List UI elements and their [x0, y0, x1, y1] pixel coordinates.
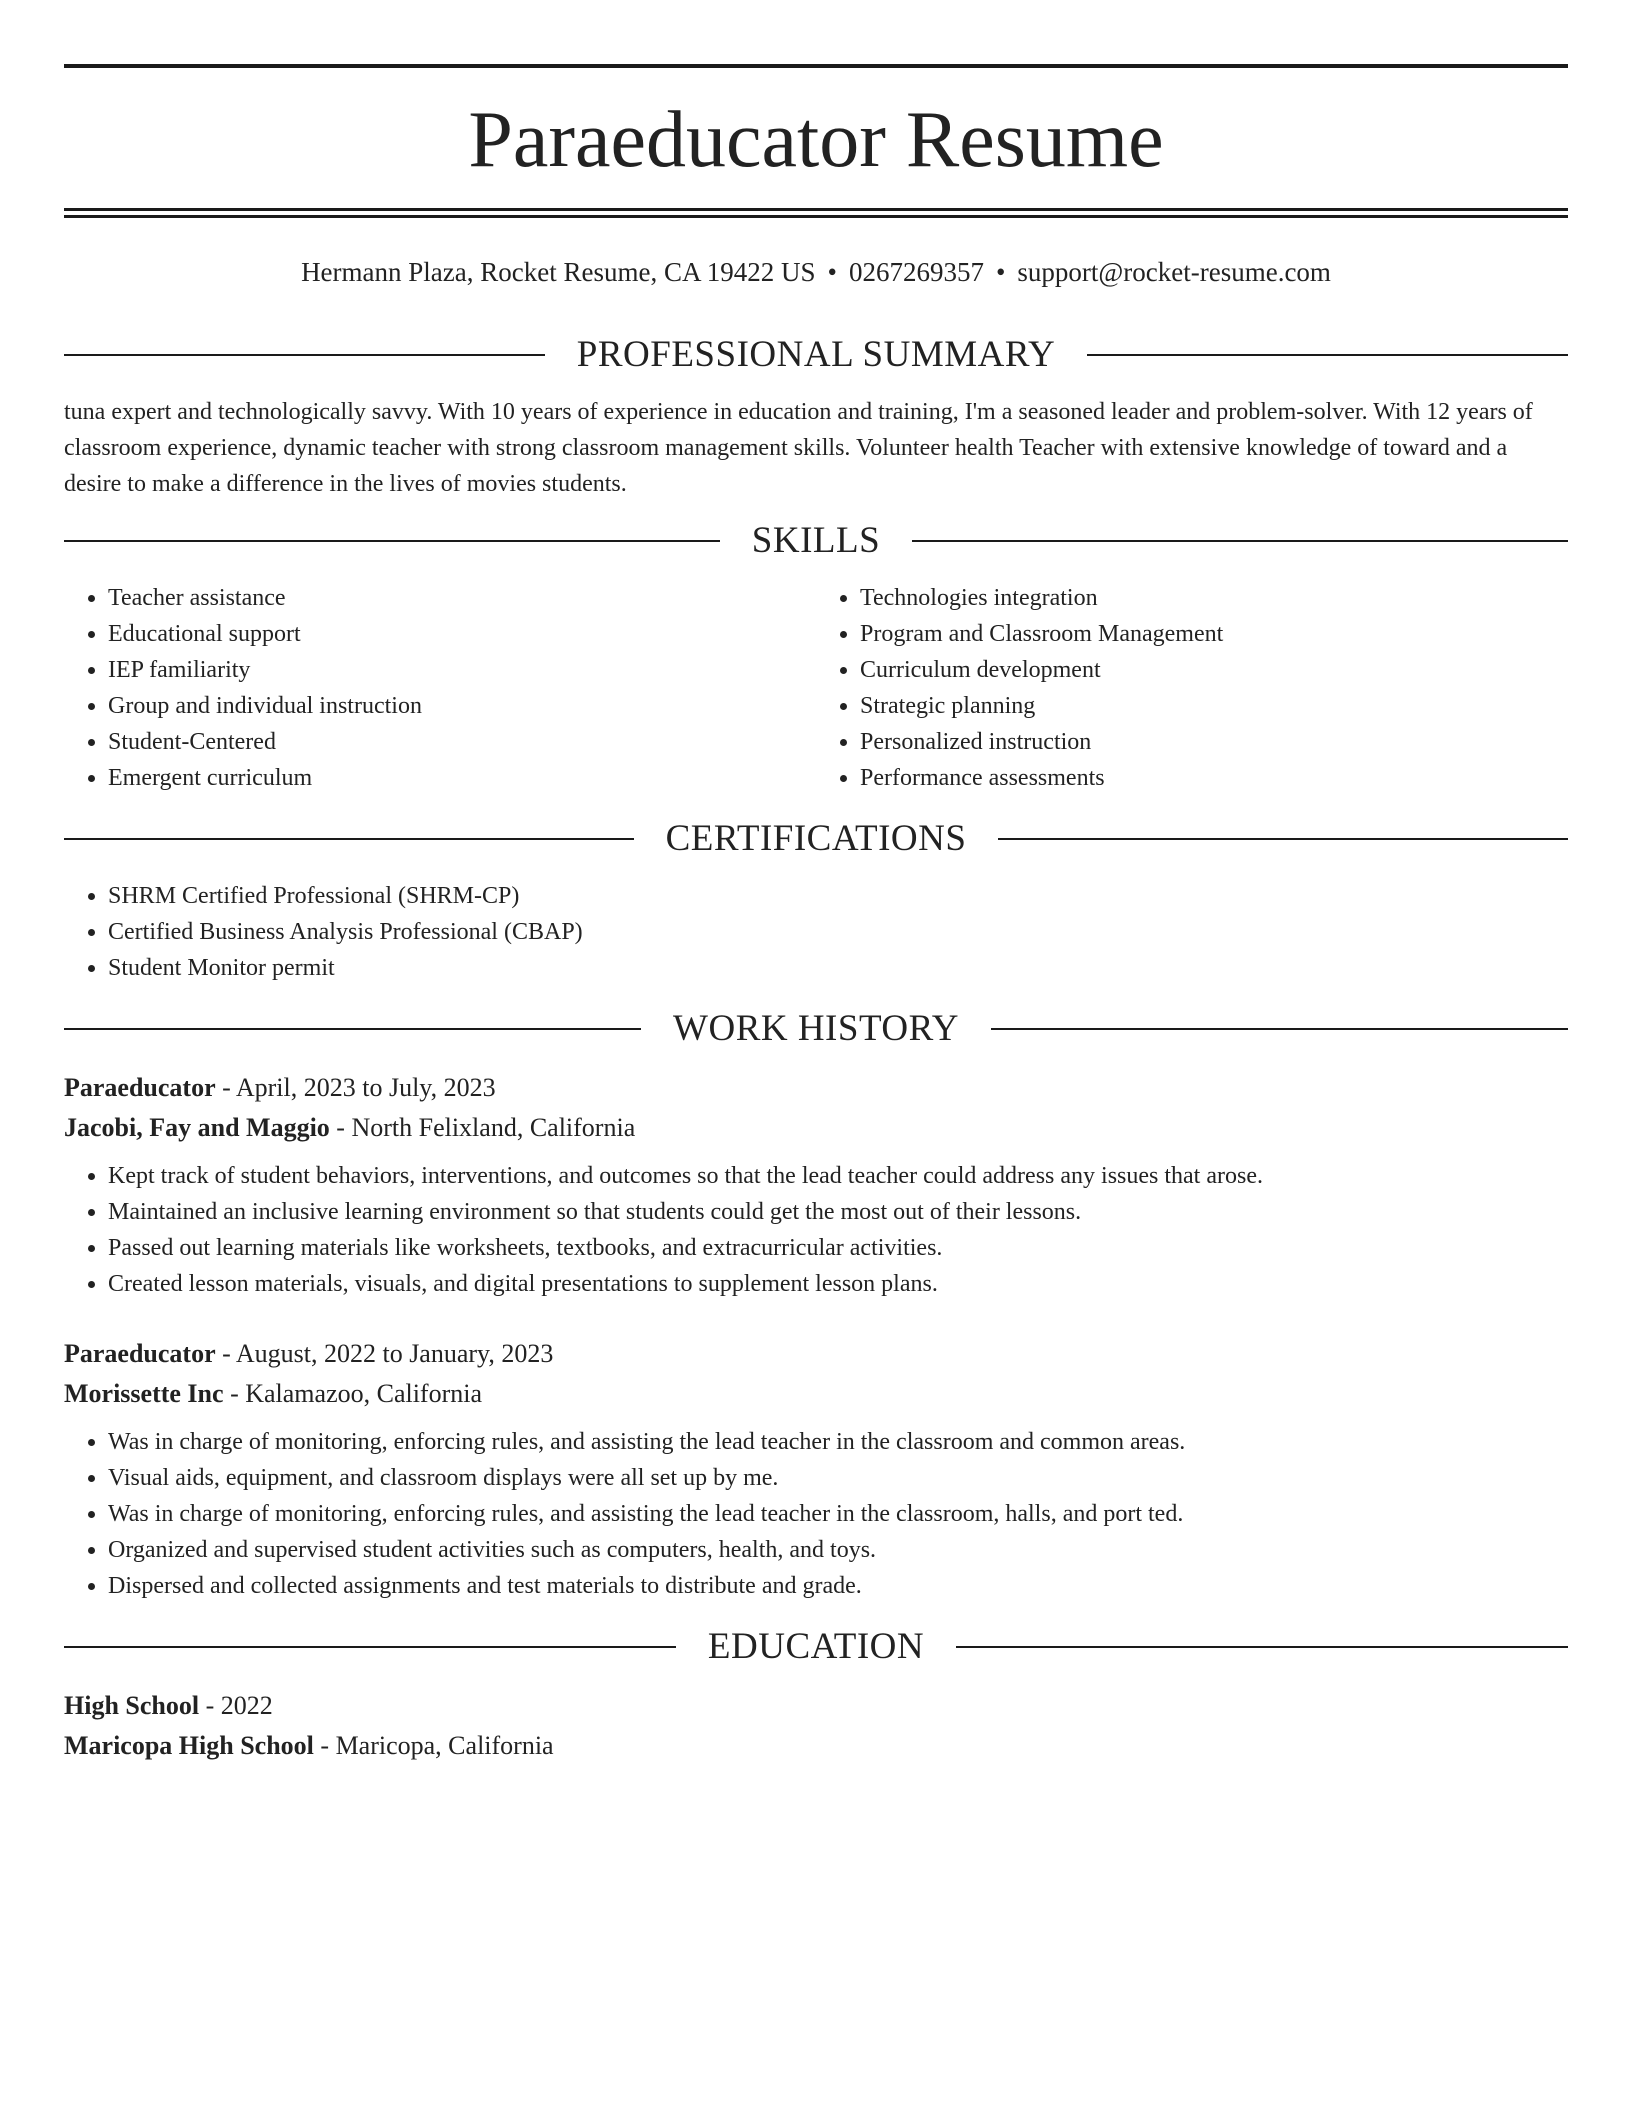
heading-rule: [912, 540, 1568, 542]
certifications-list: [64, 878, 1568, 986]
skill-item: • Curriculum development: [860, 652, 1568, 688]
work-history: [64, 1068, 1568, 1604]
job-company: Jacobi, Fay and Maggio: [64, 1113, 330, 1142]
job-bullet: • Dispersed and collected assignments and test materials to distribute and grade.: [108, 1568, 1568, 1604]
job-bullet: • Kept track of student behaviors, interventions, and outcomes so that the lead teacher could address any issues that arose.: [108, 1158, 1568, 1194]
job-title-line: [64, 1334, 1568, 1374]
certifications-section-heading: [64, 814, 1568, 864]
job-company: Morissette Inc: [64, 1379, 224, 1408]
skills-heading: SKILLS: [751, 520, 881, 561]
contact-separator: •: [995, 257, 1006, 287]
education-degree-line: [64, 1686, 1568, 1726]
education-school: Maricopa High School: [64, 1731, 314, 1760]
skill-item: • Group and individual instruction: [108, 688, 816, 724]
summary-text: tuna expert and technologically savvy. With 10 years of experience in education and training, I'm a seasoned leader and problem-solver. With 12 years of classroom experience, dynamic teacher with strong classroom management skills. Volunteer health Teacher with extensive knowledge of toward and a desire to make a difference in the lives of movies students.: [64, 399, 1533, 497]
job-title: Paraeducator: [64, 1339, 216, 1368]
skill-item: • Emergent curriculum: [108, 760, 816, 796]
skill-item: • Performance assessments: [860, 760, 1568, 796]
job-bullet: • Was in charge of monitoring, enforcing rules, and assisting the lead teacher in the classroom and common areas.: [108, 1424, 1568, 1460]
certification-item: • SHRM Certified Professional (SHRM-CP): [108, 878, 1568, 914]
job-dates: - April, 2023 to July, 2023: [215, 1073, 496, 1102]
contact-address: Hermann Plaza, Rocket Resume, CA 19422 US: [301, 257, 816, 287]
skill-item: • IEP familiarity: [108, 652, 816, 688]
job-bullet: • Visual aids, equipment, and classroom displays were all set up by me.: [108, 1460, 1568, 1496]
contact-line: [64, 254, 1568, 290]
job-bullet: • Created lesson materials, visuals, and digital presentations to supplement lesson plans.: [108, 1266, 1568, 1302]
job-bullets: [64, 1424, 1568, 1604]
heading-rule: [1087, 354, 1568, 356]
skill-item: • Program and Classroom Management: [860, 616, 1568, 652]
education-location: - Maricopa, California: [313, 1731, 554, 1760]
heading-rule: [998, 838, 1568, 840]
education-degree: High School: [64, 1691, 200, 1720]
skills-list: [64, 580, 1568, 796]
contact-separator: •: [827, 257, 837, 287]
certification-item: • Certified Business Analysis Professional (CBAP): [108, 914, 1568, 950]
education-heading: EDUCATION: [707, 1626, 925, 1667]
skill-item: • Strategic planning: [860, 688, 1568, 724]
job-title: Paraeducator: [64, 1073, 216, 1102]
skill-item: • Educational support: [108, 616, 816, 652]
skills-column-right: [816, 580, 1568, 796]
job-bullet: • Maintained an inclusive learning environment so that students could get the most out of their lessons.: [108, 1194, 1568, 1230]
skill-item: • Student-Centered: [108, 724, 816, 760]
resume-content: [64, 330, 1568, 1766]
job-entry: [64, 1334, 1568, 1604]
skills-section-heading: [64, 516, 1568, 566]
skill-item: • Technologies integration: [860, 580, 1568, 616]
job-bullet: • Passed out learning materials like worksheets, textbooks, and extracurricular activities.: [108, 1230, 1568, 1266]
job-location: - North Felixland, California: [329, 1113, 636, 1142]
job-company-line: [64, 1108, 1568, 1148]
heading-rule: [64, 540, 720, 542]
job-title-line: [64, 1068, 1568, 1108]
heading-rule: [64, 838, 634, 840]
education-section-heading: [64, 1622, 1568, 1672]
top-rule: [64, 64, 1568, 68]
job-bullet: • Organized and supervised student activities such as computers, health, and toys.: [108, 1532, 1568, 1568]
job-dates: - August, 2022 to January, 2023: [215, 1339, 554, 1368]
summary-heading: PROFESSIONAL SUMMARY: [576, 334, 1056, 375]
education-school-line: [64, 1726, 1568, 1766]
job-company-line: [64, 1374, 1568, 1414]
heading-rule: [64, 1028, 641, 1030]
heading-rule: [64, 1646, 676, 1648]
resume-title: Paraeducator Resume: [468, 96, 1164, 184]
summary-section-heading: [64, 330, 1568, 380]
heading-rule: [956, 1646, 1568, 1648]
work-heading: WORK HISTORY: [673, 1008, 959, 1049]
job-entry: [64, 1068, 1568, 1302]
contact-email: support@rocket-resume.com: [1017, 257, 1331, 287]
job-bullet: • Was in charge of monitoring, enforcing rules, and assisting the lead teacher in the classroom, halls, and port ted.: [108, 1496, 1568, 1532]
skill-item: • Personalized instruction: [860, 724, 1568, 760]
title-double-rule: [64, 208, 1568, 218]
work-section-heading: [64, 1004, 1568, 1054]
education-entry: [64, 1686, 1568, 1766]
certification-item: • Student Monitor permit: [108, 950, 1568, 986]
certifications-heading: CERTIFICATIONS: [665, 818, 967, 859]
skills-column-left: [64, 580, 816, 796]
education-year: - 2022: [199, 1691, 273, 1720]
job-location: - Kalamazoo, California: [223, 1379, 483, 1408]
job-bullets: [64, 1158, 1568, 1302]
heading-rule: [64, 354, 545, 356]
heading-rule: [991, 1028, 1568, 1030]
skill-item: • Teacher assistance: [108, 580, 816, 616]
contact-phone: 0267269357: [848, 257, 984, 287]
